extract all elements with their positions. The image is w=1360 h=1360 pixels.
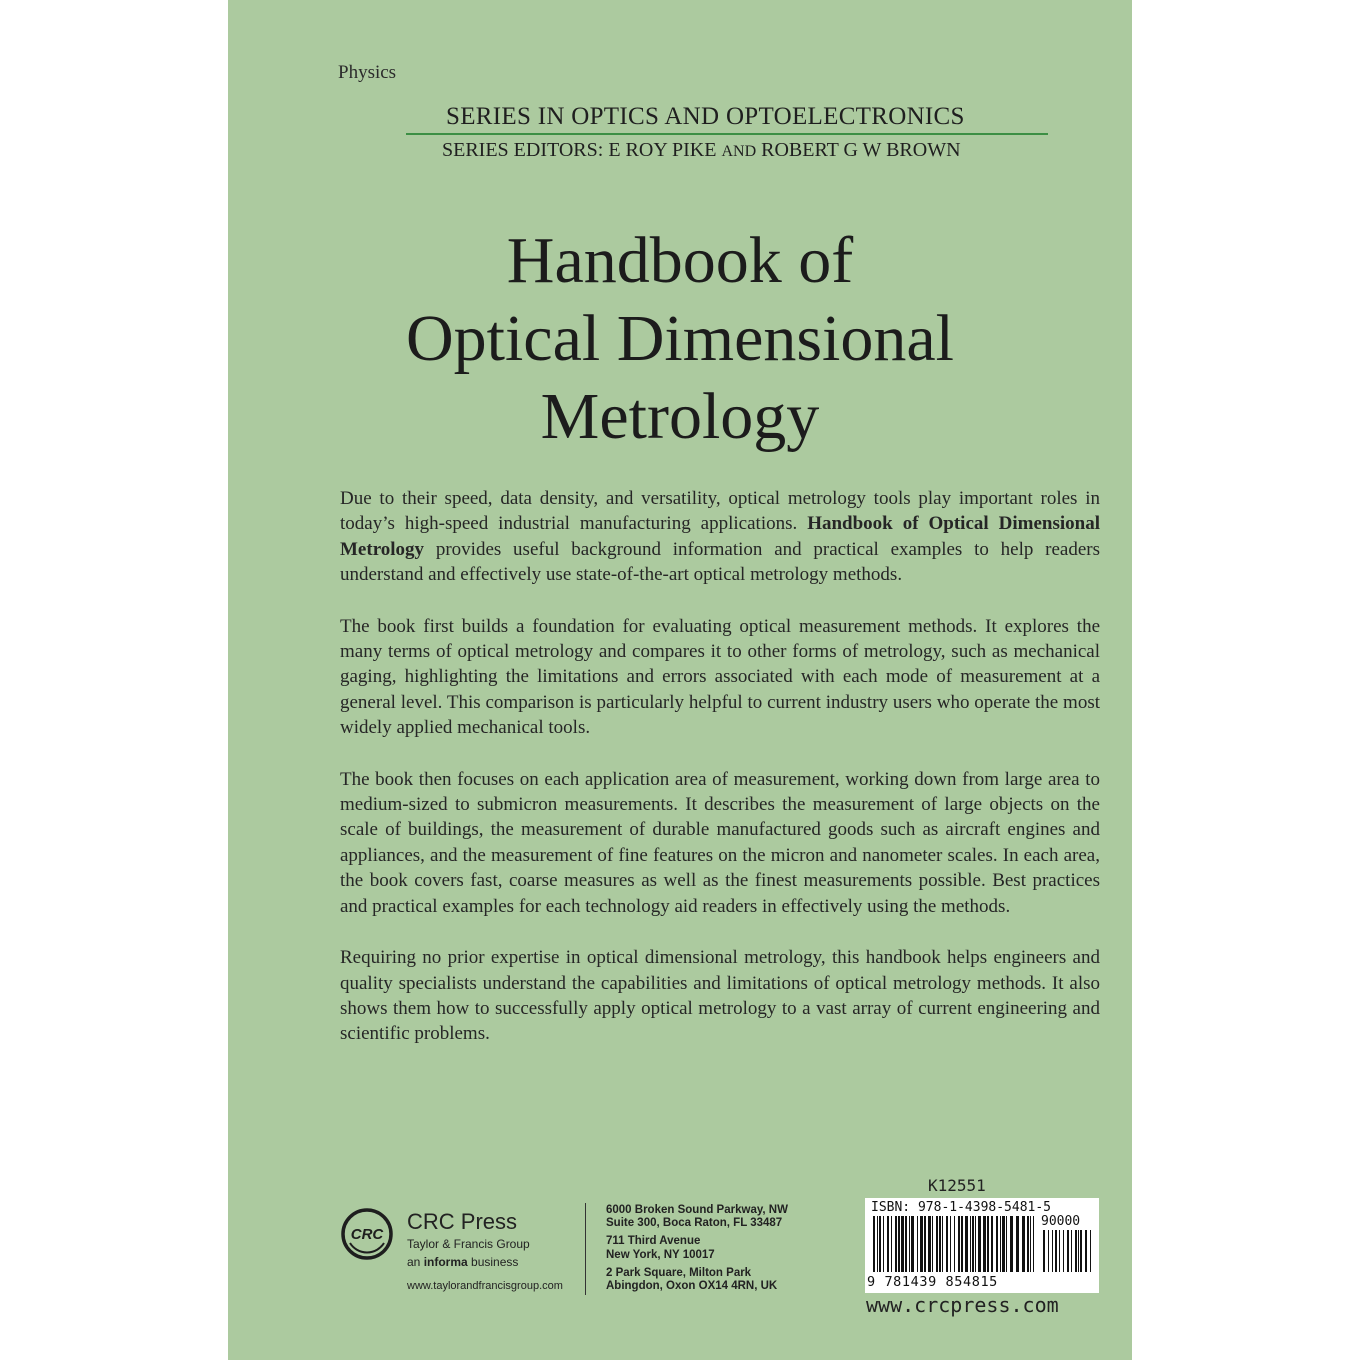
price-barcode-bar <box>1043 1230 1045 1272</box>
series-title: SERIES IN OPTICS AND OPTOELECTRONICS <box>446 103 965 130</box>
barcode-bar <box>911 1216 914 1272</box>
crc-logo-text: CRC <box>350 1226 384 1243</box>
barcode-bar <box>946 1216 948 1272</box>
series-editors-suffix: ROBERT G W BROWN <box>761 139 961 161</box>
price-barcode-bar <box>1059 1230 1060 1272</box>
address-line: Suite 300, Boca Raton, FL 33487 <box>606 1217 783 1230</box>
barcode-bar <box>895 1216 897 1272</box>
barcode-bar <box>898 1216 900 1272</box>
price-barcode-bar <box>1075 1230 1077 1272</box>
book-back-cover <box>228 0 1132 1360</box>
barcode-bar <box>991 1216 993 1272</box>
business-suffix: business <box>467 1255 519 1269</box>
business-prefix: an <box>407 1255 424 1269</box>
barcode-bar <box>920 1216 923 1272</box>
barcode-bar <box>958 1216 960 1272</box>
publisher-addresses <box>606 1204 788 1293</box>
address-line: 711 Third Avenue <box>606 1235 701 1248</box>
product-code: K12551 <box>928 1176 986 1195</box>
publisher-divider <box>585 1203 586 1295</box>
series-divider <box>406 133 1048 135</box>
price-barcode-bar <box>1063 1230 1064 1272</box>
ean-digits: 9 781439 854815 <box>867 1274 998 1290</box>
barcode-bar <box>954 1216 955 1272</box>
barcode-bar <box>883 1216 884 1272</box>
barcode-bar <box>901 1216 904 1272</box>
barcode-bar <box>887 1216 889 1272</box>
publisher-name: CRC Press <box>407 1209 518 1234</box>
business-brand: informa <box>423 1255 468 1269</box>
barcode-bar <box>928 1216 931 1272</box>
barcode-bar <box>1006 1216 1007 1272</box>
isbn-number: ISBN: 978-1-4398-5481-5 <box>871 1200 1052 1215</box>
price-barcode-bar <box>1085 1230 1087 1272</box>
barcode-bar <box>1010 1216 1013 1272</box>
book-description <box>340 486 1100 1073</box>
barcode-bar <box>936 1216 938 1272</box>
barcode-bar <box>1033 1216 1034 1272</box>
barcode-bar <box>1002 1216 1005 1272</box>
barcode-bar <box>942 1216 943 1272</box>
price-barcode-bar <box>1078 1230 1079 1272</box>
barcode-bar <box>909 1216 910 1272</box>
publisher-url: www.crcpress.com <box>866 1293 1059 1317</box>
price-barcode-bar <box>1071 1230 1072 1272</box>
barcode-bar <box>978 1216 981 1272</box>
address-line: New York, NY 10017 <box>606 1248 715 1261</box>
description-paragraph-2: The book first builds a foundation for evaluating optical measurement methods. It explores the many terms of optical metrology and compares it to other forms of metrology, such as mechanical gaging, highlighting the limitations and errors associated with each mode of measurement at a general level. This comparison is particularly helpful to current industry users who operate the most widely applied mechanical tools. <box>340 615 1100 739</box>
barcode-bar <box>987 1216 989 1272</box>
barcode-bar <box>965 1216 968 1272</box>
barcode-bar <box>932 1216 933 1272</box>
barcode-bar <box>1030 1216 1031 1272</box>
barcode-bar <box>972 1216 974 1272</box>
book-title-line-1: Handbook of <box>506 224 854 297</box>
barcode-bar <box>1027 1216 1029 1272</box>
barcode-bar <box>950 1216 951 1272</box>
book-title <box>228 222 1132 456</box>
address-line: 2 Park Square, Milton Park <box>606 1266 752 1279</box>
price-barcode-bar <box>1067 1230 1069 1272</box>
description-book-title: Handbook of Optical Dimensional Metrology <box>340 513 1100 560</box>
subject-category: Physics <box>338 62 397 83</box>
barcode-bar <box>983 1216 986 1272</box>
book-title-line-2: Optical Dimensional <box>405 302 955 375</box>
barcode-bar <box>917 1216 918 1272</box>
barcode-bars <box>871 1216 1093 1274</box>
barcode-bar <box>975 1216 976 1272</box>
description-paragraph-1-start: Due to their speed, data density, and versatility, optical metrology tools play important roles in today’s high-speed industrial manufacturing applications. <box>340 488 1100 535</box>
barcode-bar <box>996 1216 998 1272</box>
barcode-bar <box>924 1216 926 1272</box>
publisher-group: Taylor & Francis Group <box>407 1237 530 1251</box>
series-editors <box>442 139 961 162</box>
barcode-bar <box>1000 1216 1001 1272</box>
publisher-business <box>407 1255 518 1269</box>
barcode-bar <box>939 1216 941 1272</box>
price-code: 90000 <box>1041 1214 1081 1229</box>
publisher-website: www.taylorandfrancisgroup.com <box>407 1280 563 1292</box>
barcode-bar <box>1022 1216 1025 1272</box>
price-barcode-bar <box>1090 1230 1091 1272</box>
barcode-bar <box>970 1216 971 1272</box>
price-barcode-bar <box>1048 1230 1049 1272</box>
description-paragraph-4: Requiring no prior expertise in optical dimensional metrology, this handbook helps engineers and quality specialists understand the capabilities and limitations of optical metrology methods. It also shows them how to successfully apply optical metrology to a vast array of current engineering and scientific problems. <box>340 947 1100 1045</box>
barcode-bar <box>1016 1216 1019 1272</box>
series-editors-and: AND <box>721 143 757 160</box>
barcode-bar <box>905 1216 907 1272</box>
price-barcode-bar <box>1052 1230 1053 1272</box>
description-paragraph-1 <box>340 486 1100 588</box>
price-barcode-bar <box>1080 1230 1082 1272</box>
isbn-barcode <box>865 1198 1099 1293</box>
barcode-bar <box>961 1216 963 1272</box>
description-paragraph-1-end: provides useful background information and practical examples to help readers understand and effectively use state-of-the-art optical metrology methods. <box>340 538 1100 586</box>
address-line: 6000 Broken Sound Parkway, NW <box>606 1204 788 1216</box>
series-editors-prefix: SERIES EDITORS: E ROY PIKE <box>442 139 717 161</box>
description-paragraph-3: The book then focuses on each application area of measurement, working down from large area to medium-sized to submicron measurements. It describes the measurement of large objects on the scale of buildings, the measurement of durable manufactured goods such as aircraft engines and appliances, and the measurement of fine features on the micron and nanometer scales. In each area, the book covers fast, coarse measures as well as the finest measurements possible. Best practices and practical examples for each technology aid readers in effectively using the methods. <box>340 768 1100 917</box>
book-title-line-3: Metrology <box>540 380 820 453</box>
barcode-bar <box>877 1216 878 1272</box>
crc-logo <box>340 1207 394 1261</box>
price-barcode-bar <box>1055 1230 1057 1272</box>
address-line: Abingdon, Oxon OX14 4RN, UK <box>606 1280 778 1293</box>
barcode-bar <box>879 1216 881 1272</box>
barcode-bar <box>873 1216 875 1272</box>
barcode-bar <box>891 1216 892 1272</box>
